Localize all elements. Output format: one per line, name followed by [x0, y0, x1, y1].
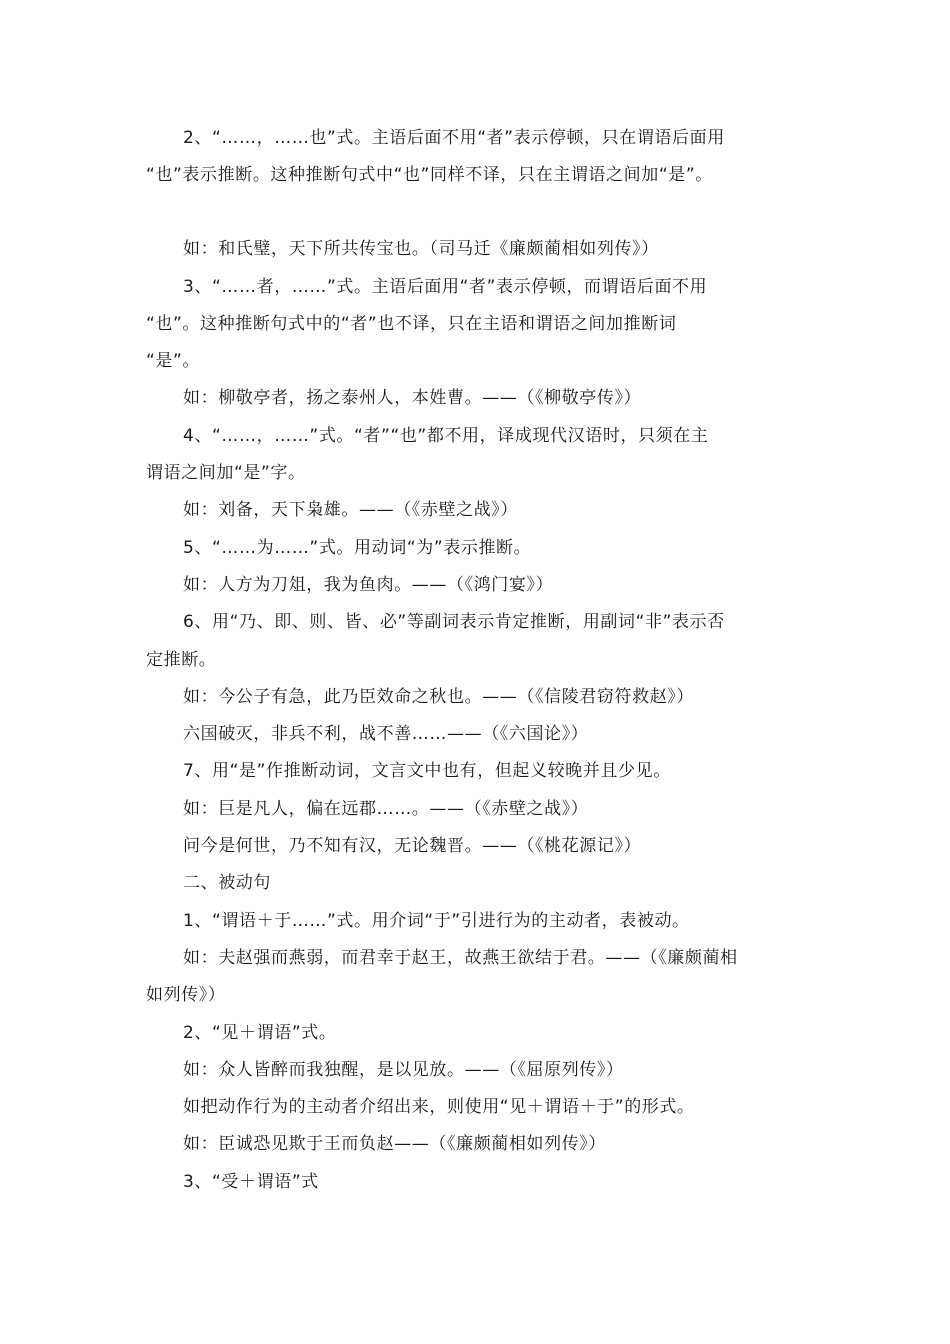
example-line: 如：人方为刀俎，我为鱼肉。——（《鸿门宴》）	[183, 575, 554, 595]
paragraph-line: 3、“受＋谓语”式	[183, 1172, 319, 1192]
example-line: 如：夫赵强而燕弱，而君幸于赵王，故燕王欲结于君。——（《廉颇蔺相	[183, 948, 738, 968]
paragraph-line: 5、“……为……”式。用动词“为”表示推断。	[183, 538, 532, 558]
paragraph-line: 2、“见＋谓语”式。	[183, 1023, 337, 1043]
paragraph-line: “也”表示推断。这种推断句式中“也”同样不译，只在主谓语之间加“是”。	[146, 165, 713, 185]
paragraph-line: 4、“……，……”式。“者”“也”都不用，译成现代汉语时，只须在主	[183, 426, 709, 446]
example-line: 如：众人皆醉而我独醒，是以见放。——（《屈原列传》）	[183, 1060, 624, 1080]
paragraph-line: 6、用“乃、即、则、皆、必”等副词表示肯定推断，用副词“非”表示否	[183, 612, 725, 632]
paragraph-line: 定推断。	[146, 650, 217, 670]
example-line: 如：臣诚恐见欺于王而负赵——（《廉颇蔺相如列传》）	[183, 1134, 606, 1154]
example-line: 如：刘备，天下枭雄。——（《赤壁之战》）	[183, 500, 518, 520]
example-line: 如：和氏璧，天下所共传宝也。（司马迁《廉颇蔺相如列传》）	[183, 239, 659, 259]
paragraph-line: 7、用“是”作推断动词，文言文中也有，但起义较晚并且少见。	[183, 761, 671, 781]
example-line: 如列传》）	[146, 985, 226, 1005]
example-line: 问今是何世，乃不知有汉，无论魏晋。——（《桃花源记》）	[183, 836, 642, 856]
section-heading: 二、被动句	[183, 873, 271, 893]
example-line: 如：今公子有急，此乃臣效命之秋也。——（《信陵君窃符救赵》）	[183, 687, 694, 707]
paragraph-line: 3、“……者，……”式。主语后面用“者”表示停顿，而谓语后面不用	[183, 277, 708, 297]
paragraph-line: “也”。这种推断句式中的“者”也不译，只在主语和谓语之间加推断词	[146, 314, 677, 334]
paragraph-line: 1、“谓语＋于……”式。用介词“于”引进行为的主动者，表被动。	[183, 911, 690, 931]
paragraph-line: 2、“……，……也”式。主语后面不用“者”表示停顿，只在谓语后面用	[183, 128, 725, 148]
example-line: 如：巨是凡人，偏在远郡……。——（《赤壁之战》）	[183, 799, 589, 819]
paragraph-line: 谓语之间加“是”字。	[146, 463, 306, 483]
paragraph-line: “是”。	[146, 351, 201, 371]
example-line: 如：柳敬亭者，扬之泰州人，本姓曹。——（《柳敬亭传》）	[183, 388, 642, 408]
example-line: 六国破灭，非兵不利，战不善……——（《六国论》）	[183, 724, 589, 744]
paragraph-line: 如把动作行为的主动者介绍出来，则使用“见＋谓语＋于”的形式。	[183, 1097, 695, 1117]
